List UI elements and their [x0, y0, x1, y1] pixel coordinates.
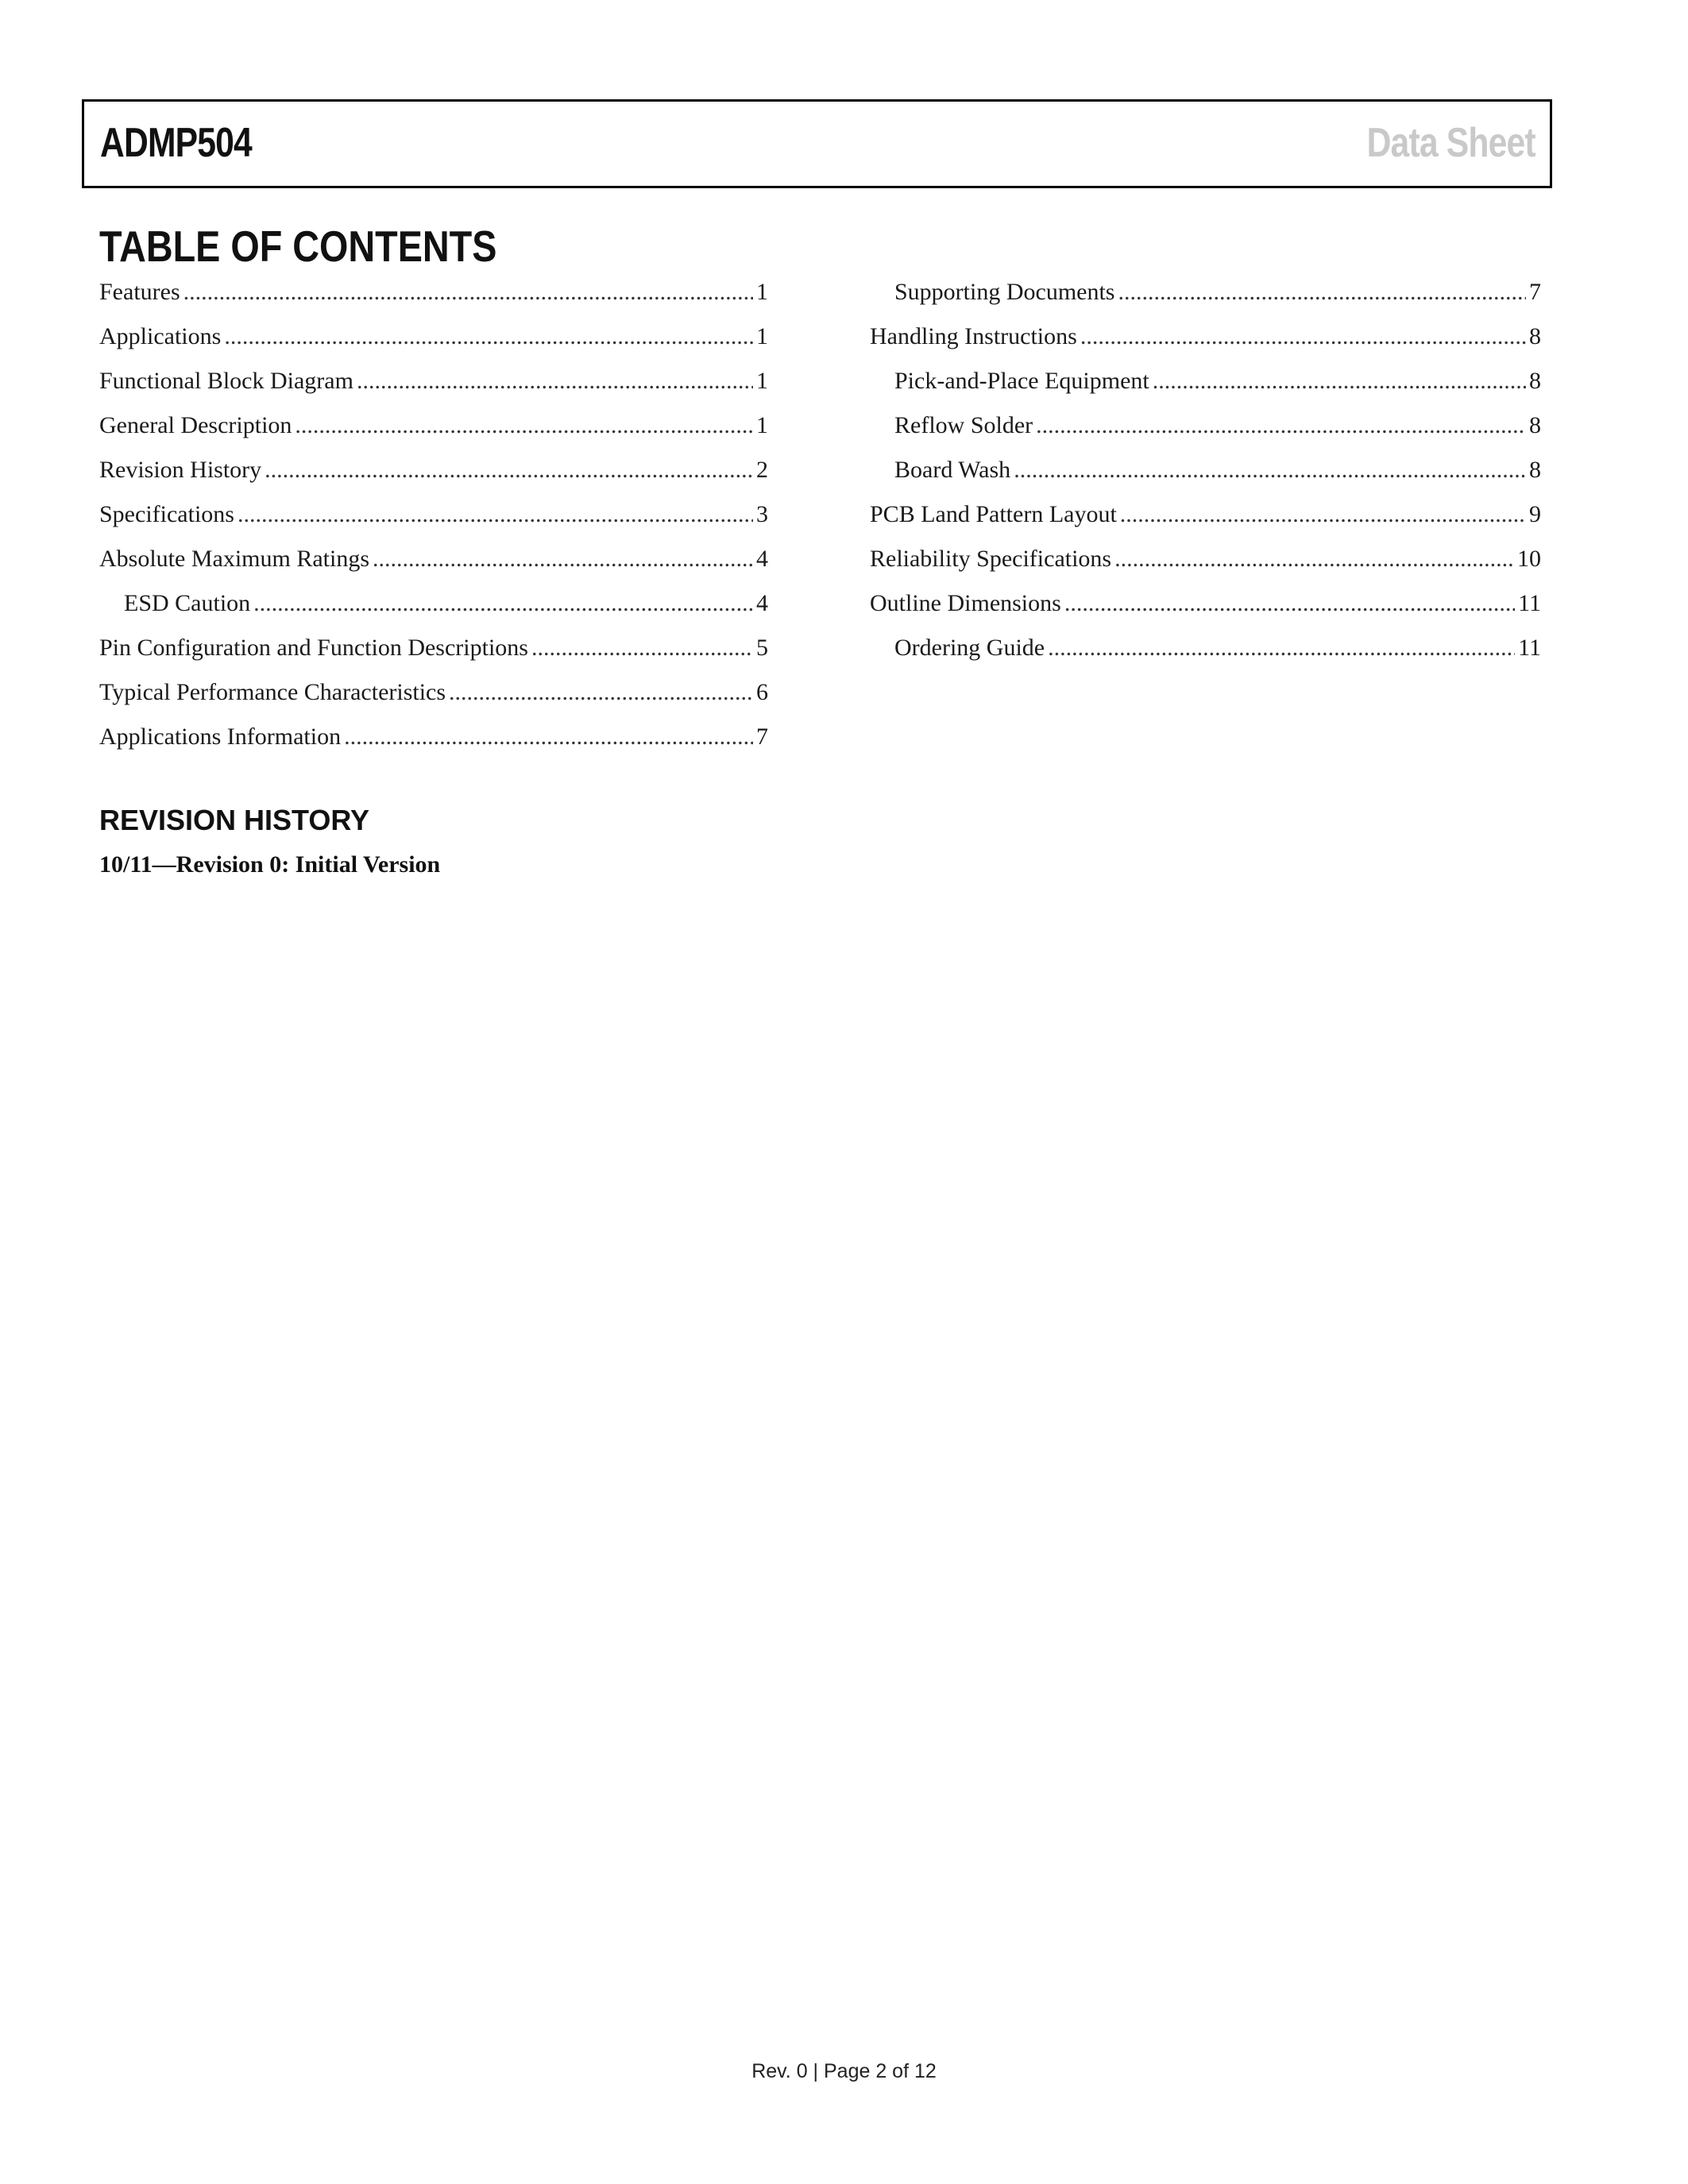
- toc-leader-dots: [531, 626, 753, 670]
- page-header: [82, 99, 1552, 188]
- toc-entry[interactable]: [99, 537, 768, 581]
- toc-leader-dots: [238, 492, 753, 537]
- toc-leader-dots: [1120, 492, 1526, 537]
- toc-leader-dots: [1114, 537, 1514, 581]
- toc-entry-label: Applications Information: [99, 723, 342, 750]
- toc-entry[interactable]: [99, 715, 768, 759]
- toc-leader-dots: [1118, 270, 1527, 314]
- toc-entry-label: Board Wash: [894, 457, 1011, 483]
- toc-leader-dots: [224, 314, 753, 359]
- toc-entry-label: Applications: [99, 323, 222, 349]
- toc-entry[interactable]: [99, 626, 768, 670]
- toc-entry-page: 10: [1517, 546, 1541, 572]
- toc-entry-page: 8: [1529, 368, 1541, 394]
- toc-entry-label: Ordering Guide: [894, 635, 1045, 661]
- toc-entry-page: 1: [756, 368, 768, 394]
- document-type: Data Sheet: [1366, 120, 1535, 166]
- toc-entry[interactable]: [99, 581, 768, 626]
- toc-entry-label: Revision History: [99, 457, 262, 483]
- toc-entry-page: 1: [756, 412, 768, 438]
- toc-entry-page: 1: [756, 279, 768, 305]
- toc-entry-page: 11: [1518, 635, 1541, 661]
- toc-entry-page: 8: [1529, 457, 1541, 483]
- toc-leader-dots: [183, 270, 753, 314]
- toc-leader-dots: [1036, 403, 1526, 448]
- toc-entry[interactable]: [870, 359, 1541, 403]
- toc-leader-dots: [1080, 314, 1526, 359]
- toc-entry[interactable]: [99, 492, 768, 537]
- toc-entry-page: 4: [756, 546, 768, 572]
- toc-entry-label: Pick-and-Place Equipment: [894, 368, 1149, 394]
- toc-leader-dots: [295, 403, 753, 448]
- toc-leader-dots: [1153, 359, 1526, 403]
- toc-entry-page: 7: [1529, 279, 1541, 305]
- toc-entry-label: Features: [99, 279, 180, 305]
- toc-leader-dots: [357, 359, 753, 403]
- toc-entry[interactable]: [99, 314, 768, 359]
- toc-entry-page: 4: [756, 590, 768, 616]
- toc-entry-page: 6: [756, 679, 768, 705]
- toc-leader-dots: [373, 537, 753, 581]
- toc-entry-label: Absolute Maximum Ratings: [99, 546, 369, 572]
- part-number: ADMP504: [100, 120, 252, 166]
- toc-entry-page: 9: [1529, 501, 1541, 527]
- toc-entry-page: 2: [756, 457, 768, 483]
- toc-entry[interactable]: [99, 403, 768, 448]
- toc-leader-dots: [265, 448, 753, 492]
- revision-history-title: REVISION HISTORY: [99, 804, 370, 836]
- toc-entry[interactable]: [870, 403, 1541, 448]
- toc-entry-label: Specifications: [99, 501, 234, 527]
- toc-entry-label: Reflow Solder: [894, 412, 1033, 438]
- toc-leader-dots: [449, 670, 753, 715]
- toc-entry[interactable]: [870, 448, 1541, 492]
- toc-entry[interactable]: [99, 359, 768, 403]
- toc-entry-label: ESD Caution: [124, 590, 251, 616]
- toc-column-right: [870, 270, 1541, 670]
- toc-entry-label: Reliability Specifications: [870, 546, 1112, 572]
- toc-entry[interactable]: [870, 537, 1541, 581]
- toc-entry[interactable]: [870, 626, 1541, 670]
- toc-entry-label: Typical Performance Characteristics: [99, 679, 446, 705]
- toc-entry[interactable]: [99, 270, 768, 314]
- toc-entry-page: 5: [756, 635, 768, 661]
- toc-entry[interactable]: [99, 448, 768, 492]
- toc-entry-page: 8: [1529, 323, 1541, 349]
- toc-entry-page: 7: [756, 723, 768, 750]
- toc-entry-label: Handling Instructions: [870, 323, 1077, 349]
- toc-entry[interactable]: [870, 270, 1541, 314]
- toc-entry-page: 3: [756, 501, 768, 527]
- toc-entry-label: Supporting Documents: [894, 279, 1115, 305]
- toc-entry-label: PCB Land Pattern Layout: [870, 501, 1117, 527]
- toc-entry-page: 11: [1518, 590, 1541, 616]
- page-footer: Rev. 0 | Page 2 of 12: [751, 2060, 937, 2082]
- toc-entry[interactable]: [870, 581, 1541, 626]
- toc-entry[interactable]: [870, 492, 1541, 537]
- toc-entry-label: Pin Configuration and Function Descriptions: [99, 635, 528, 661]
- toc-column-left: [99, 270, 768, 759]
- toc-entry-page: 1: [756, 323, 768, 349]
- toc-leader-dots: [1064, 581, 1515, 626]
- toc-entry-label: General Description: [99, 412, 292, 438]
- toc-entry[interactable]: [870, 314, 1541, 359]
- toc-leader-dots: [253, 581, 753, 626]
- toc-leader-dots: [1048, 626, 1515, 670]
- toc-entry-page: 8: [1529, 412, 1541, 438]
- toc-title: TABLE OF CONTENTS: [99, 222, 497, 271]
- toc-entry[interactable]: [99, 670, 768, 715]
- toc-entry-label: Functional Block Diagram: [99, 368, 353, 394]
- toc-leader-dots: [344, 715, 753, 759]
- toc-leader-dots: [1014, 448, 1526, 492]
- revision-entry: 10/11—Revision 0: Initial Version: [99, 851, 441, 878]
- toc-entry-label: Outline Dimensions: [870, 590, 1061, 616]
